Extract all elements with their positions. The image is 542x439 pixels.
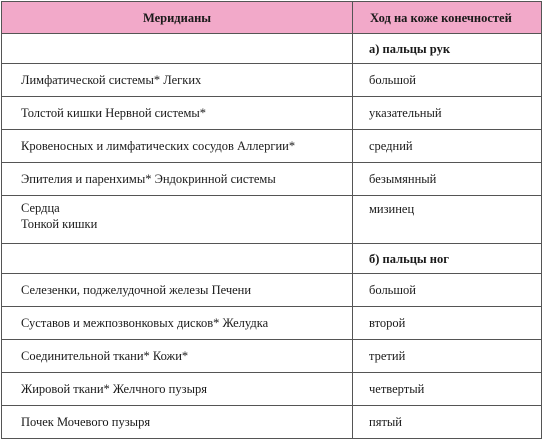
group-label-hands: а) пальцы рук xyxy=(353,34,542,64)
meridian-cell: Суставов и межпозвонковых дисков* Желудка xyxy=(2,307,353,340)
meridian-cell xyxy=(2,244,353,274)
meridian-line: Сердца xyxy=(21,201,60,215)
group-label-feet: б) пальцы ног xyxy=(353,244,542,274)
course-cell: третий xyxy=(353,340,542,373)
course-cell: средний xyxy=(353,130,542,163)
header-row xyxy=(2,2,542,34)
table-row xyxy=(2,406,542,439)
table-row xyxy=(2,64,542,97)
table-row-group-feet xyxy=(2,244,542,274)
course-cell: мизинец xyxy=(353,196,542,244)
table-row xyxy=(2,130,542,163)
meridian-cell: Толстой кишки Нервной системы* xyxy=(2,97,353,130)
meridian-cell: Соединительной ткани* Кожи* xyxy=(2,340,353,373)
meridian-cell: Жировой ткани* Желчного пузыря xyxy=(2,373,353,406)
course-cell: второй xyxy=(353,307,542,340)
course-cell: безымянный xyxy=(353,163,542,196)
table-row-group-hands xyxy=(2,34,542,64)
course-cell: четвертый xyxy=(353,373,542,406)
table-row xyxy=(2,274,542,307)
meridian-cell: Селезенки, поджелудочной железы Печени xyxy=(2,274,353,307)
meridian-cell: Кровеносных и лимфатических сосудов Аллергии* xyxy=(2,130,353,163)
table-row xyxy=(2,340,542,373)
table-row xyxy=(2,196,542,244)
table-row xyxy=(2,307,542,340)
course-cell: большой xyxy=(353,64,542,97)
course-cell: большой xyxy=(353,274,542,307)
meridian-cell: Эпителия и паренхимы* Эндокринной системы xyxy=(2,163,353,196)
header-course: Ход на коже конечностей xyxy=(353,2,542,34)
course-cell: указательный xyxy=(353,97,542,130)
meridian-line: Тонкой кишки xyxy=(21,217,98,231)
meridian-cell xyxy=(2,34,353,64)
meridians-table xyxy=(1,1,542,439)
meridian-cell: Лимфатической системы* Легких xyxy=(2,64,353,97)
header-meridians: Меридианы xyxy=(2,2,353,34)
meridian-cell xyxy=(2,196,353,244)
course-cell: пятый xyxy=(353,406,542,439)
meridian-cell: Почек Мочевого пузыря xyxy=(2,406,353,439)
table-row xyxy=(2,97,542,130)
table-row xyxy=(2,163,542,196)
